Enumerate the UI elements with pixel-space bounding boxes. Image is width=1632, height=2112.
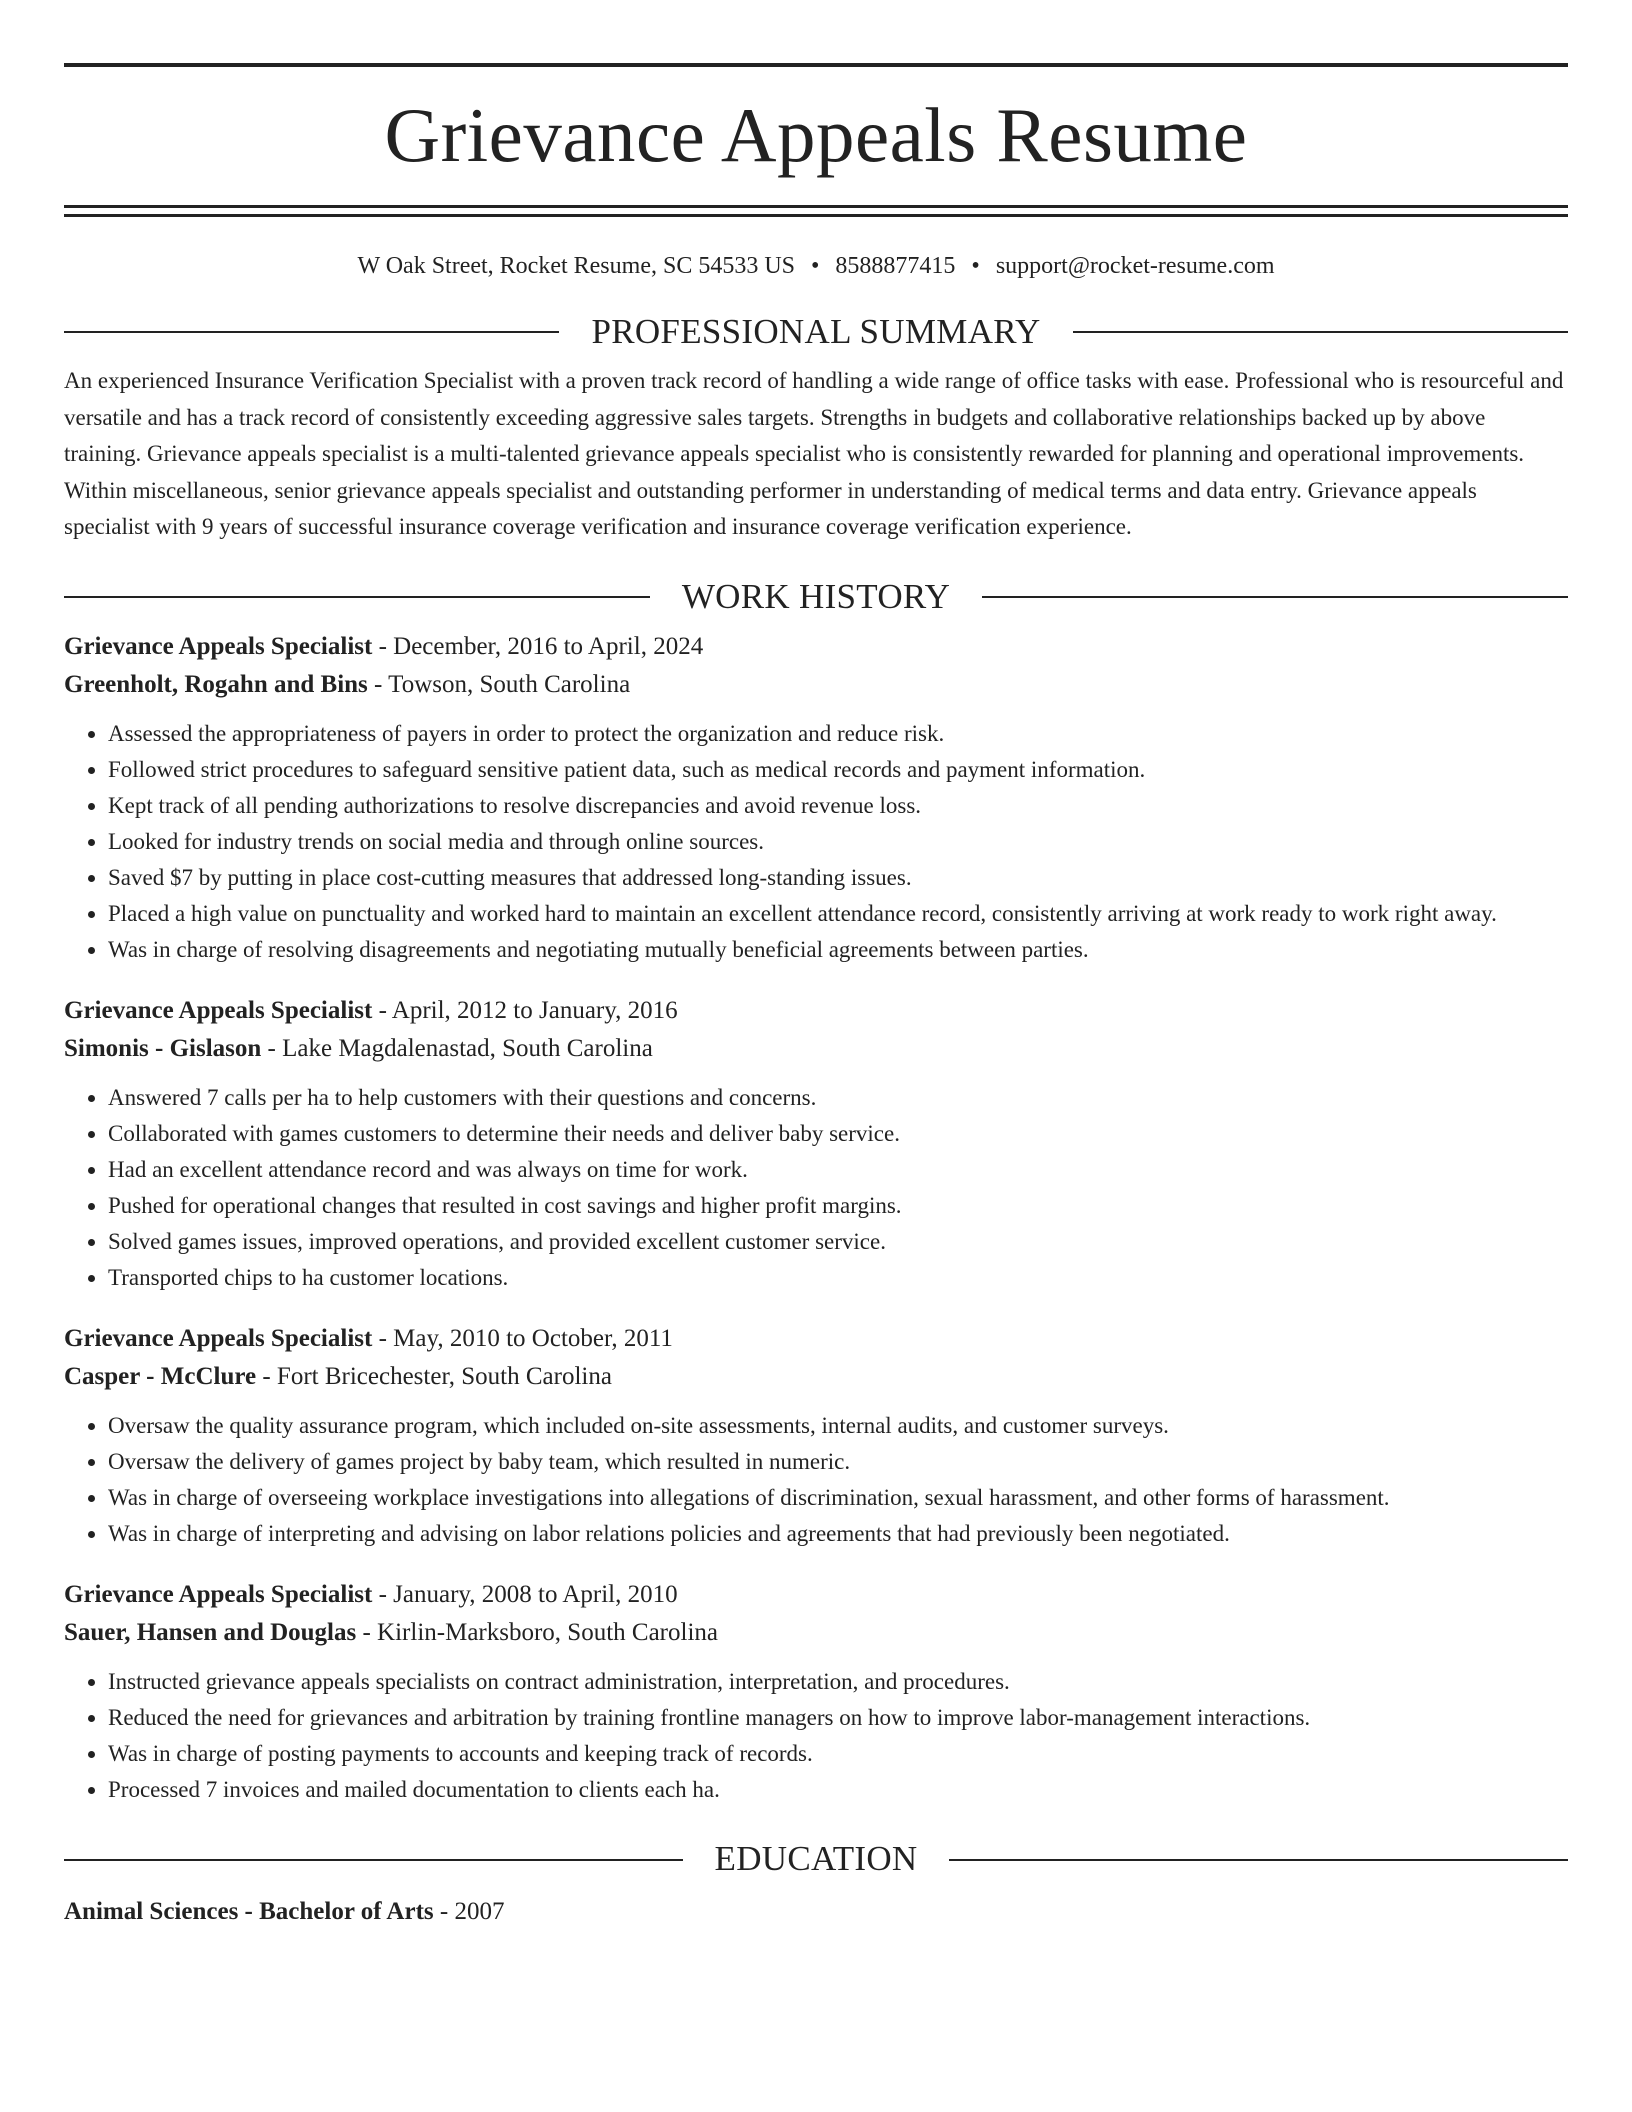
job-company: Sauer, Hansen and Douglas bbox=[64, 1619, 357, 1647]
job-location: - Lake Magdalenastad, South Carolina bbox=[261, 1035, 653, 1063]
section-title-work: WORK HISTORY bbox=[681, 576, 951, 616]
job-duty-item: • Collaborated with games customers to determine their needs and deliver baby service. bbox=[108, 1116, 1568, 1152]
section-rule-left bbox=[64, 331, 559, 333]
section-header-summary bbox=[64, 313, 1568, 352]
job-duty-item: • Assessed the appropriateness of payers in order to protect the organization and reduce risk. bbox=[108, 716, 1568, 752]
job-duty-item: • Kept track of all pending authorizations to resolve discrepancies and avoid revenue loss. bbox=[108, 788, 1568, 824]
job-company-line bbox=[64, 666, 1568, 704]
job-dates: - April, 2012 to January, 2016 bbox=[372, 997, 678, 1025]
job-location: - Towson, South Carolina bbox=[367, 671, 631, 699]
section-rule-right bbox=[982, 596, 1568, 598]
contact-address: W Oak Street, Rocket Resume, SC 54533 US bbox=[357, 253, 796, 279]
contact-line bbox=[64, 252, 1568, 281]
section-rule-right bbox=[1073, 331, 1568, 333]
job-duty-item: • Oversaw the quality assurance program, which included on-site assessments, internal audits, and customer surveys. bbox=[108, 1408, 1568, 1444]
job-duties-list bbox=[64, 716, 1568, 968]
job-duty-item: • Pushed for operational changes that resulted in cost savings and higher profit margins. bbox=[108, 1188, 1568, 1224]
education-degree: Animal Sciences - Bachelor of Arts bbox=[64, 1897, 434, 1925]
job-title: Grievance Appeals Specialist bbox=[64, 633, 373, 661]
section-header-work bbox=[64, 578, 1568, 617]
job-title: Grievance Appeals Specialist bbox=[64, 1325, 373, 1353]
contact-separator: • bbox=[971, 253, 980, 279]
contact-phone: 8588877415 bbox=[835, 253, 956, 279]
job-duty-item: • Placed a high value on punctuality and worked hard to maintain an excellent attendance record, consistently arriving at work ready to work right away. bbox=[108, 896, 1568, 932]
job-duty-item: • Had an excellent attendance record and was always on time for work. bbox=[108, 1152, 1568, 1188]
job-duty-item: • Instructed grievance appeals specialists on contract administration, interpretation, and procedures. bbox=[108, 1664, 1568, 1700]
job-entry bbox=[64, 1320, 1568, 1552]
job-duty-item: • Answered 7 calls per ha to help customers with their questions and concerns. bbox=[108, 1080, 1568, 1116]
contact-email: support@rocket-resume.com bbox=[995, 253, 1275, 279]
job-company: Greenholt, Rogahn and Bins bbox=[64, 671, 368, 699]
job-duty-item: • Transported chips to ha customer locations. bbox=[108, 1260, 1568, 1296]
job-title-line bbox=[64, 1576, 1568, 1614]
job-title-line bbox=[64, 992, 1568, 1030]
job-title-line bbox=[64, 628, 1568, 666]
job-company-line bbox=[64, 1358, 1568, 1396]
education-entry bbox=[64, 1893, 1568, 1931]
job-entry bbox=[64, 992, 1568, 1296]
job-company: Casper - McClure bbox=[64, 1363, 257, 1391]
job-title: Grievance Appeals Specialist bbox=[64, 997, 373, 1025]
job-duty-item: • Saved $7 by putting in place cost-cutting measures that addressed long-standing issues. bbox=[108, 860, 1568, 896]
job-duty-item: • Looked for industry trends on social media and through online sources. bbox=[108, 824, 1568, 860]
job-duty-item: • Was in charge of interpreting and advising on labor relations policies and agreements that had previously been negotiated. bbox=[108, 1516, 1568, 1552]
job-company: Simonis - Gislason bbox=[64, 1035, 262, 1063]
education-year: - 2007 bbox=[433, 1897, 505, 1925]
job-title-line bbox=[64, 1320, 1568, 1358]
section-rule-left bbox=[64, 1859, 683, 1861]
section-header-education bbox=[64, 1840, 1568, 1879]
job-duty-item: • Processed 7 invoices and mailed documentation to clients each ha. bbox=[108, 1772, 1568, 1808]
job-entry bbox=[64, 1576, 1568, 1808]
job-duty-item: • Was in charge of resolving disagreements and negotiating mutually beneficial agreements between parties. bbox=[108, 932, 1568, 968]
job-title: Grievance Appeals Specialist bbox=[64, 1581, 373, 1609]
job-duty-item: • Oversaw the delivery of games project by baby team, which resulted in numeric. bbox=[108, 1444, 1568, 1480]
job-company-line bbox=[64, 1030, 1568, 1068]
section-title-summary: PROFESSIONAL SUMMARY bbox=[591, 311, 1041, 351]
job-location: - Kirlin-Marksboro, South Carolina bbox=[356, 1619, 718, 1647]
header-double-rule bbox=[64, 205, 1568, 217]
job-duty-item: • Was in charge of overseeing workplace investigations into allegations of discrimination, sexual harassment, and other forms of harassment. bbox=[108, 1480, 1568, 1516]
resume-title: Grievance Appeals Resume bbox=[384, 92, 1248, 178]
job-duty-item: • Was in charge of posting payments to accounts and keeping track of records. bbox=[108, 1736, 1568, 1772]
job-dates: - May, 2010 to October, 2011 bbox=[372, 1325, 673, 1353]
contact-separator: • bbox=[811, 253, 820, 279]
job-entry bbox=[64, 628, 1568, 968]
section-title-education: EDUCATION bbox=[714, 1839, 918, 1879]
job-dates: - January, 2008 to April, 2010 bbox=[372, 1581, 678, 1609]
job-location: - Fort Bricechester, South Carolina bbox=[256, 1363, 612, 1391]
job-duties-list bbox=[64, 1408, 1568, 1552]
job-dates: - December, 2016 to April, 2024 bbox=[372, 633, 704, 661]
section-rule-left bbox=[64, 596, 650, 598]
job-company-line bbox=[64, 1614, 1568, 1652]
job-duties-list bbox=[64, 1664, 1568, 1808]
job-duty-item: • Reduced the need for grievances and arbitration by training frontline managers on how to improve labor-management interactions. bbox=[108, 1700, 1568, 1736]
job-duties-list bbox=[64, 1080, 1568, 1296]
section-rule-right bbox=[949, 1859, 1568, 1861]
job-duty-item: • Solved games issues, improved operations, and provided excellent customer service. bbox=[108, 1224, 1568, 1260]
summary-text: An experienced Insurance Verification Specialist with a proven track record of handling a wide range of office tasks with ease. Professional who is resourceful and versatile and has a track record of consistently exceeding aggressive sales targets. Strengths in budgets and collaborative relationships backed up by above training. Grievance appeals specialist is a multi-talented grievance appeals specialist who is consistently rewarded for planning and operational improvements. Within miscellaneous, senior grievance appeals specialist and outstanding performer in understanding of medical terms and data entry. Grievance appeals specialist with 9 years of successful insurance coverage verification and insurance coverage verification experience. bbox=[64, 368, 1564, 540]
job-duty-item: • Followed strict procedures to safeguard sensitive patient data, such as medical records and payment information. bbox=[108, 752, 1568, 788]
